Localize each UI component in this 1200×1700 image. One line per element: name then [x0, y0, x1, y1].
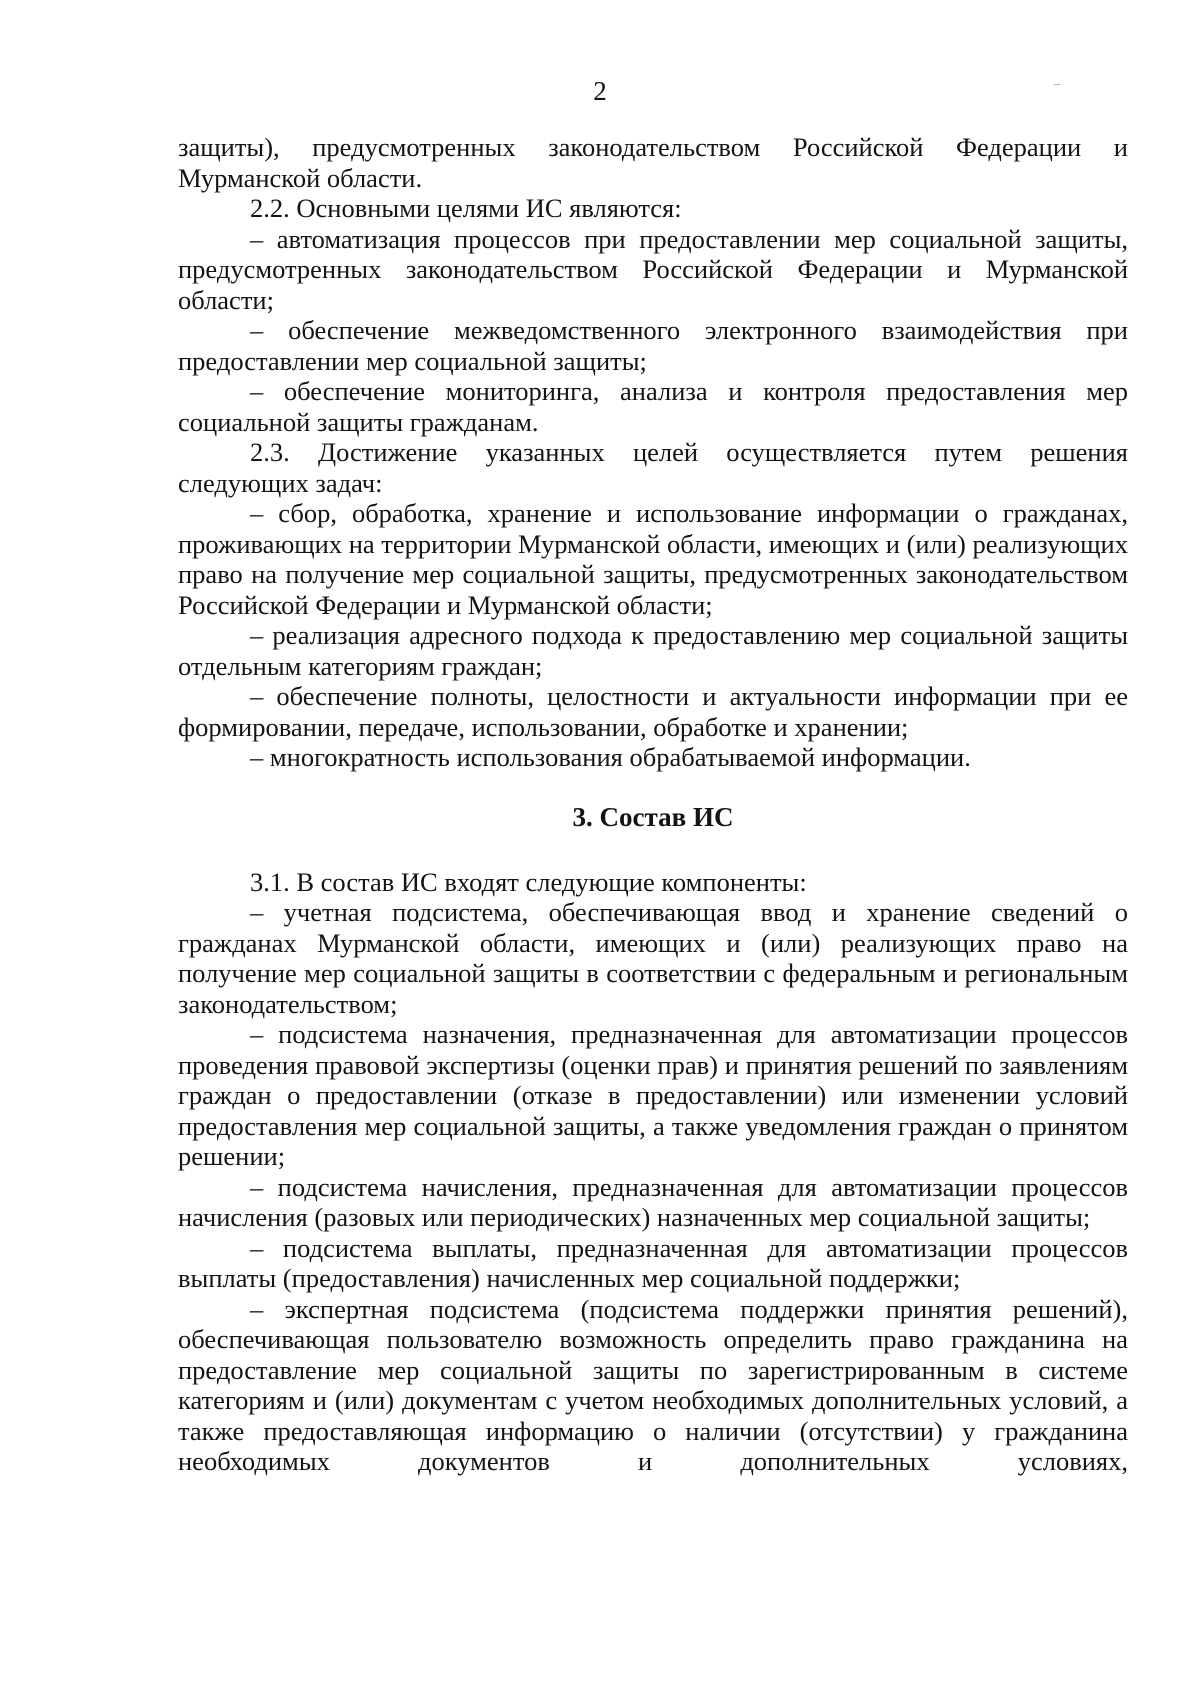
list-item-task-2: – реализация адресного подхода к предоставлению мер социальной защиты отдельным категориям граждан;	[178, 620, 1128, 681]
list-item-goal-2: – обеспечение межведомственного электронного взаимодействия при предоставлении мер социальной защиты;	[178, 315, 1128, 376]
list-item-component-1: – учетная подсистема, обеспечивающая ввод и хранение сведений о гражданах Мурманской области, имеющих и (или) реализующих право на получение мер социальной защиты в соответствии с федеральным и региональным законодательством;	[178, 897, 1128, 1019]
paragraph-continuation: защиты), предусмотренных законодательством Российской Федерации и Мурманской области.	[178, 132, 1128, 193]
list-item-component-4: – подсистема выплаты, предназначенная для автоматизации процессов выплаты (предоставления) начисленных мер социальной поддержки;	[178, 1232, 1128, 1293]
paragraph-2-2: 2.2. Основными целями ИС являются:	[250, 193, 682, 223]
paragraph-2-3: 2.3. Достижение указанных целей осуществляется путем решения следующих задач:	[178, 437, 1128, 498]
list-item-component-2: – подсистема назначения, предназначенная для автоматизации процессов проведения правовой экспертизы (оценки прав) и принятия решений по заявлениям граждан о предоставлении (отказе в предоставлении) или изменении условий предоставления мер социальной защиты, а также уведомления граждан о принятом решении;	[178, 1019, 1128, 1171]
page-number: 2	[593, 76, 607, 106]
list-item-component-3: – подсистема начисления, предназначенная для автоматизации процессов начисления (разовых или периодических) назначенных мер социальной защиты;	[178, 1171, 1128, 1232]
paragraph-3-1: 3.1. В состав ИС входят следующие компоненты:	[250, 866, 807, 897]
list-item-goal-1: – автоматизация процессов при предоставлении мер социальной защиты, предусмотренных законодательством Российской Федерации и Мурманской области;	[178, 223, 1128, 315]
list-item-task-3: – обеспечение полноты, целостности и актуальности информации при ее формировании, передаче, использовании, обработке и хранении;	[178, 681, 1128, 742]
document-body	[178, 132, 1128, 1477]
list-item-task-1: – сбор, обработка, хранение и использование информации о гражданах, проживающих на территории Мурманской области, имеющих и (или) реализующих право на получение мер социальной защиты, предусмотренных законодательством Российской Федерации и Мурманской области;	[178, 498, 1128, 620]
section-heading: 3. Состав ИС	[572, 801, 734, 832]
list-item-goal-3: – обеспечение мониторинга, анализа и контроля предоставления мер социальной защиты гражданам.	[178, 376, 1128, 437]
list-item-component-5: – экспертная подсистема (подсистема поддержки принятия решений), обеспечивающая пользователю возможность определить право гражданина на предоставление мер социальной защиты по зарегистрированным в системе категориям и (или) документам с учетом необходимых дополнительных условий, а также предоставляющая информацию о наличии (отсутствии) у гражданина необходимых документов и дополнительных условиях,	[178, 1293, 1128, 1476]
list-item-task-4: – многократность использования обрабатываемой информации.	[250, 742, 971, 772]
